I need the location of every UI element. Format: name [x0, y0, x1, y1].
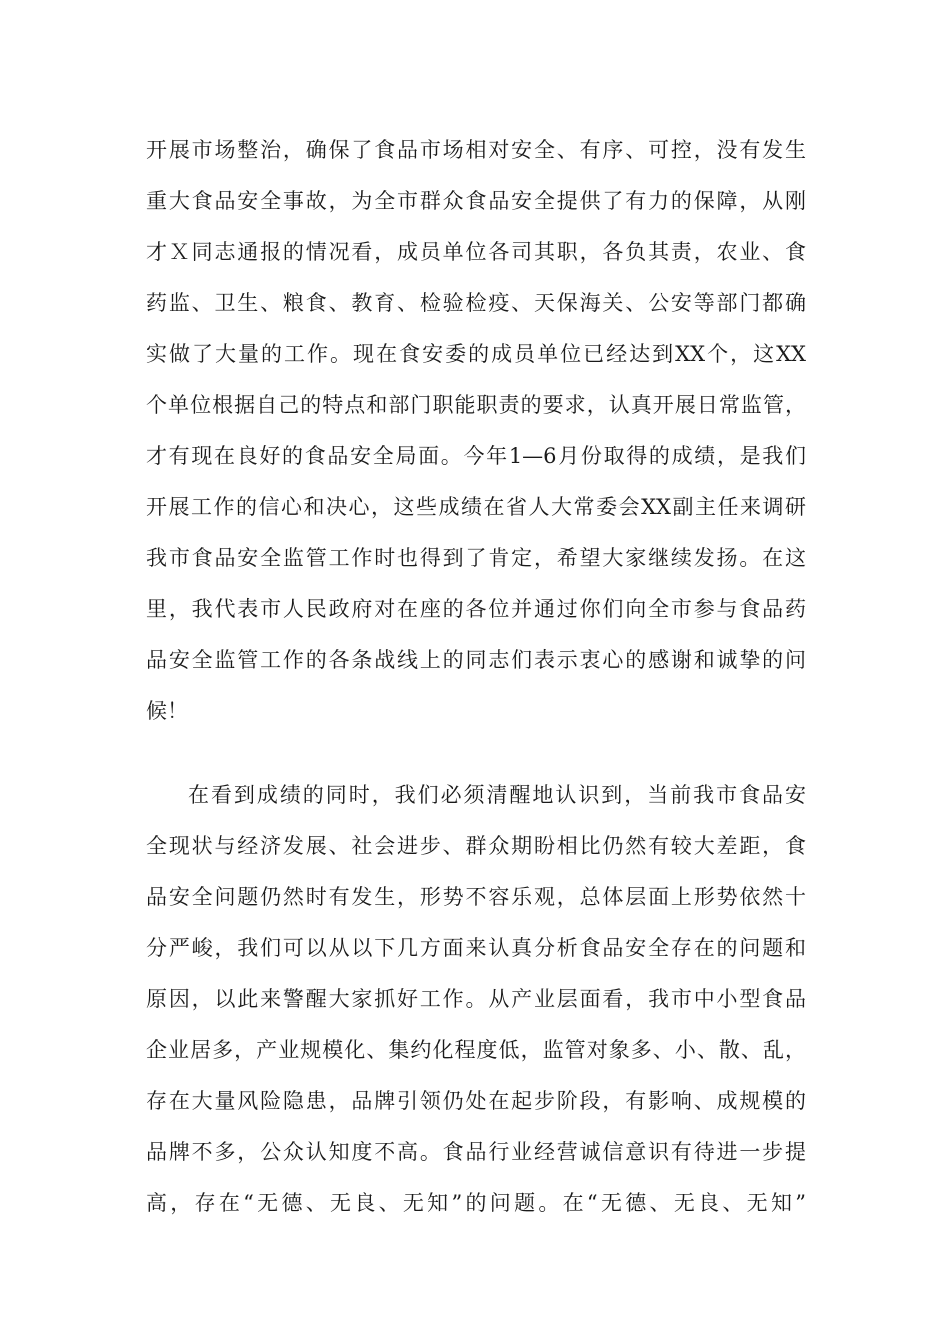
paragraph-2-line-7: 存在大量风险隐患，品牌引领仍处在起步阶段，有影响、成规模的	[146, 1089, 806, 1113]
paragraph-2-line-2: 全现状与经济发展、社会进步、群众期盼相比仍然有较大差距，食	[146, 834, 806, 858]
paragraph-1-line-6: 个单位根据自己的特点和部门职能职责的要求，认真开展日常监管，	[146, 393, 806, 417]
paragraph-1-line-10: 里，我代表市人民政府对在座的各位并通过你们向全市参与食品药	[146, 597, 806, 621]
paragraph-1-line-3: 才Ｘ同志通报的情况看，成员单位各司其职，各负其责，农业、食	[146, 240, 806, 264]
paragraph-1-line-2: 重大食品安全事故，为全市群众食品安全提供了有力的保障，从刚	[146, 189, 806, 213]
paragraph-1-line-9: 我市食品安全监管工作时也得到了肯定，希望大家继续发扬。在这	[146, 546, 806, 570]
paragraph-2-line-6: 企业居多，产业规模化、集约化程度低，监管对象多、小、散、乱，	[146, 1038, 806, 1062]
paragraph-2-line-4: 分严峻，我们可以从以下几方面来认真分析食品安全存在的问题和	[146, 936, 806, 960]
paragraph-1-line-7: 才有现在良好的食品安全局面。今年1—6月份取得的成绩，是我们	[146, 444, 806, 468]
paragraph-2-line-8: 品牌不多，公众认知度不高。食品行业经营诚信意识有待进一步提	[146, 1140, 806, 1164]
paragraph-2-line-1: 在看到成绩的同时，我们必须清醒地认识到，当前我市食品安	[188, 783, 806, 807]
paragraph-2-line-3: 品安全问题仍然时有发生，形势不容乐观，总体层面上形势依然十	[146, 885, 806, 909]
paragraph-2-line-5: 原因，以此来警醒大家抓好工作。从产业层面看，我市中小型食品	[146, 987, 806, 1011]
paragraph-2-line-9: 高，存在“无德、无良、无知”的问题。在“无德、无良、无知”	[146, 1191, 806, 1215]
paragraph-1-line-11: 品安全监管工作的各条战线上的同志们表示衷心的感谢和诚挚的问	[146, 648, 806, 672]
paragraph-1-line-5: 实做了大量的工作。现在食安委的成员单位已经达到XX个，这XX	[146, 342, 806, 366]
paragraph-1-line-8: 开展工作的信心和决心，这些成绩在省人大常委会XX副主任来调研	[146, 495, 806, 519]
paragraph-1-line-4: 药监、卫生、粮食、教育、检验检疫、天保海关、公安等部门都确	[146, 291, 806, 315]
paragraph-1-line-1: 开展市场整治，确保了食品市场相对安全、有序、可控，没有发生	[146, 138, 806, 162]
paragraph-1-line-12: 候！	[146, 699, 188, 723]
